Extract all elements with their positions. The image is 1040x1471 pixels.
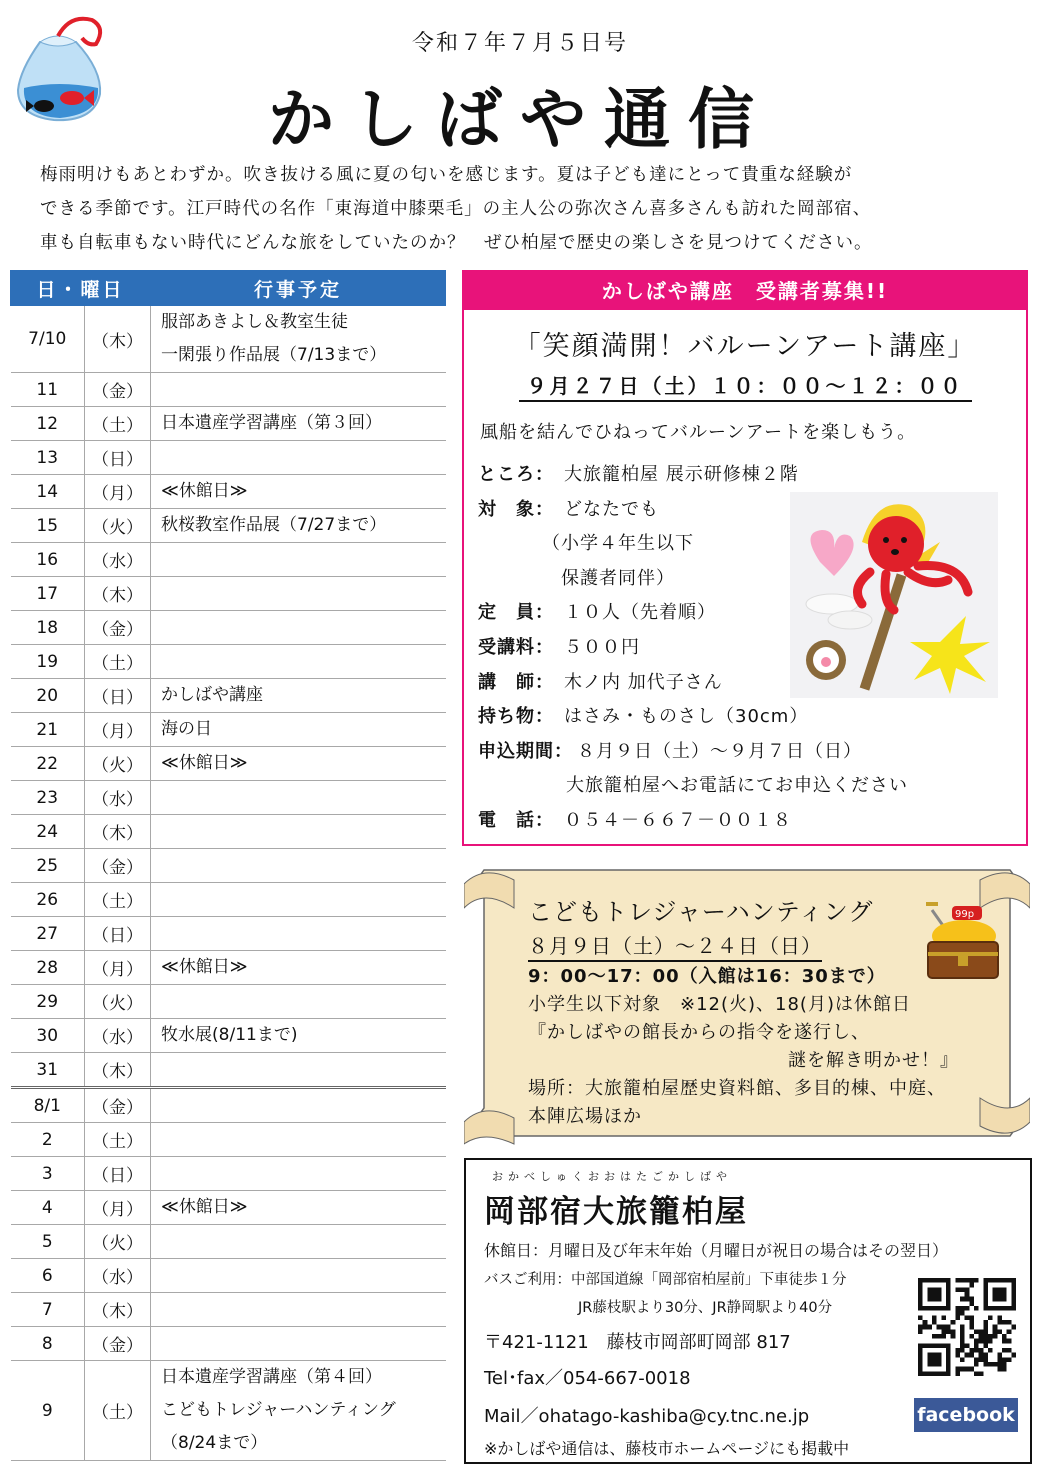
schedule-event: [151, 1361, 446, 1461]
schedule-date: 16: [11, 543, 85, 577]
schedule-weekday: （月）: [85, 475, 151, 509]
schedule-date: 17: [11, 577, 85, 611]
schedule-date: 8: [11, 1327, 85, 1361]
schedule-date: 26: [11, 883, 85, 917]
treasure-line: 本陣広場ほか: [528, 1106, 642, 1127]
schedule-event: [151, 1157, 446, 1191]
schedule-date: 13: [11, 441, 85, 475]
schedule-date: 8/1: [11, 1088, 85, 1123]
schedule-event-line: 牧水展(8/11まで): [161, 1025, 298, 1045]
schedule-date: 6: [11, 1259, 85, 1293]
schedule-event-line: 秋桜教室作品展（7/27まで）: [161, 515, 387, 535]
schedule-event: [151, 1191, 446, 1225]
course-detail-key: 対 象：: [478, 498, 554, 520]
schedule-event: [151, 1123, 446, 1157]
schedule-date: 14: [11, 475, 85, 509]
schedule-event: [151, 951, 446, 985]
schedule-event-line: 日本遺産学習講座（第４回）: [161, 1367, 383, 1387]
course-detail-key: ところ：: [478, 464, 554, 485]
schedule-weekday: （金）: [85, 1327, 151, 1361]
schedule-row: [11, 679, 446, 713]
balloon-art-photo: [790, 492, 998, 698]
schedule-date: 20: [11, 679, 85, 713]
schedule-event: [151, 611, 446, 645]
intro-text: [40, 158, 1010, 260]
schedule-weekday: （木）: [85, 1293, 151, 1327]
course-detail-line: [478, 529, 694, 555]
schedule-event-line: 日本遺産学習講座（第３回）: [161, 413, 383, 433]
schedule-weekday: （土）: [85, 645, 151, 679]
schedule-date: 23: [11, 781, 85, 815]
schedule-date: 15: [11, 509, 85, 543]
schedule-event-line: ≪休館日≫: [161, 753, 248, 773]
schedule-row: [11, 475, 446, 509]
qr-code-visual[interactable]: [918, 1278, 1016, 1376]
schedule-row: [11, 917, 446, 951]
schedule-row: [11, 1327, 446, 1361]
schedule-event: [151, 883, 446, 917]
schedule-row: [11, 951, 446, 985]
schedule-row: [11, 1019, 446, 1053]
schedule-date: 18: [11, 611, 85, 645]
course-detail-line: [478, 564, 675, 590]
schedule-row: [11, 849, 446, 883]
schedule-date: 19: [11, 645, 85, 679]
schedule-event: [151, 441, 446, 475]
course-detail-value: 保護者同伴）: [542, 567, 675, 589]
treasure-hunt-scroll: [464, 858, 1030, 1148]
facebook-badge[interactable]: facebook: [914, 1398, 1018, 1432]
schedule-weekday: （木）: [85, 577, 151, 611]
schedule-event: [151, 1327, 446, 1361]
schedule-weekday: （日）: [85, 1157, 151, 1191]
schedule-event: [151, 475, 446, 509]
issue-date: 令和７年７月５日号: [411, 31, 628, 56]
event-schedule-table: [10, 270, 446, 1461]
schedule-weekday: （水）: [85, 781, 151, 815]
schedule-event: [151, 985, 446, 1019]
schedule-event-line: こどもトレジャーハンティング: [161, 1400, 396, 1420]
schedule-weekday: （火）: [85, 985, 151, 1019]
course-detail-value: どなたでも: [564, 498, 659, 520]
course-detail-value: ０５４－６６７－００１８: [564, 810, 792, 831]
museum-name: 岡部宿大旅籠柏屋: [484, 1194, 748, 1230]
schedule-event: [151, 577, 446, 611]
schedule-event-line: ≪休館日≫: [161, 481, 248, 501]
schedule-row: [11, 747, 446, 781]
schedule-event: [151, 713, 446, 747]
schedule-event-line: 服部あきよし＆教室生徒: [161, 312, 349, 332]
course-header: かしばや講座 受講者募集!!: [464, 272, 1026, 310]
schedule-row: [11, 611, 446, 645]
schedule-date: 7: [11, 1293, 85, 1327]
schedule-event: [151, 1019, 446, 1053]
schedule-weekday: （木）: [85, 306, 151, 373]
schedule-date: 21: [11, 713, 85, 747]
course-detail-line: [478, 495, 659, 521]
schedule-row: [11, 1225, 446, 1259]
schedule-event: [151, 645, 446, 679]
schedule-header-date: 日・曜日: [11, 271, 151, 306]
schedule-date: 29: [11, 985, 85, 1019]
schedule-weekday: （月）: [85, 1191, 151, 1225]
schedule-event-line: ≪休館日≫: [161, 1197, 248, 1217]
schedule-date: 24: [11, 815, 85, 849]
schedule-event: [151, 407, 446, 441]
schedule-weekday: （火）: [85, 509, 151, 543]
schedule-date: 7/10: [11, 306, 85, 373]
course-detail-line: [478, 460, 799, 486]
schedule-weekday: （木）: [85, 815, 151, 849]
schedule-weekday: （水）: [85, 543, 151, 577]
schedule-row: [11, 1361, 446, 1461]
bus-access: バスご利用：中部国道線「岡部宿柏屋前」下車徒歩１分: [484, 1272, 847, 1288]
schedule-event: [151, 679, 446, 713]
train-access: JR藤枝駅より30分、JR静岡駅より40分: [578, 1300, 833, 1316]
schedule-weekday: （火）: [85, 747, 151, 781]
schedule-event-line: 一閑張り作品展（7/13まで）: [161, 345, 387, 365]
schedule-row: [11, 373, 446, 407]
schedule-weekday: （水）: [85, 1019, 151, 1053]
course-detail-value: ８月９日（土）～９月７日（日）: [577, 740, 862, 762]
treasure-line: 場所：大旅籠柏屋歴史資料館、多目的棟、中庭、: [528, 1078, 946, 1099]
treasure-line: 『かしばやの館長からの指令を遂行し、: [528, 1022, 870, 1043]
treasure-chest-icon: [916, 892, 1006, 984]
schedule-event: [151, 747, 446, 781]
schedule-weekday: （木）: [85, 1053, 151, 1088]
schedule-event: [151, 1293, 446, 1327]
email-address: Mail／ohatago-kashiba@cy.tnc.ne.jp: [484, 1406, 810, 1427]
schedule-weekday: （水）: [85, 1259, 151, 1293]
schedule-row: [11, 1259, 446, 1293]
course-detail-line: [478, 771, 908, 797]
schedule-row: [11, 1053, 446, 1088]
treasure-time: 9：00～17：00（入館は16：30まで）: [528, 966, 886, 987]
schedule-weekday: （金）: [85, 373, 151, 407]
schedule-row: [11, 441, 446, 475]
chest-label: 99p: [955, 909, 975, 920]
schedule-row: [11, 883, 446, 917]
schedule-row: [11, 543, 446, 577]
schedule-weekday: （金）: [85, 849, 151, 883]
course-detail-key: 講 師：: [478, 671, 554, 693]
schedule-event-line: ≪休館日≫: [161, 957, 248, 977]
course-detail-line: [478, 668, 723, 694]
course-detail-line: [478, 702, 808, 728]
course-detail-value: （小学４年生以下: [542, 533, 694, 555]
schedule-weekday: （月）: [85, 713, 151, 747]
schedule-row: [11, 815, 446, 849]
schedule-event: [151, 1053, 446, 1088]
schedule-date: 9: [11, 1361, 85, 1461]
schedule-weekday: （金）: [85, 611, 151, 645]
schedule-weekday: （金）: [85, 1088, 151, 1123]
schedule-row: [11, 577, 446, 611]
schedule-row: [11, 407, 446, 441]
closed-days: 休館日：月曜日及び年末年始（月曜日が祝日の場合はその翌日）: [484, 1241, 949, 1260]
course-description: 風船を結んでひねってバルーンアートを楽しもう。: [480, 422, 917, 443]
course-detail-value: はさみ・ものさし（30cm）: [564, 706, 809, 728]
schedule-row: [11, 306, 446, 373]
schedule-date: 31: [11, 1053, 85, 1088]
schedule-row: [11, 509, 446, 543]
schedule-row: [11, 985, 446, 1019]
schedule-weekday: （月）: [85, 951, 151, 985]
schedule-weekday: （土）: [85, 407, 151, 441]
schedule-event: [151, 917, 446, 951]
course-detail-key: 申込期間：: [478, 740, 573, 762]
schedule-event-line: かしばや講座: [161, 685, 264, 705]
tel-fax: Tel･fax／054-667-0018: [484, 1368, 691, 1389]
schedule-weekday: （日）: [85, 441, 151, 475]
treasure-dates: ８月９日（土）～２４日（日）: [528, 930, 822, 962]
schedule-row: [11, 781, 446, 815]
museum-info-box: [464, 1158, 1032, 1464]
postal-address: 〒421-1121 藤枝市岡部町岡部 817: [484, 1332, 791, 1353]
schedule-date: 22: [11, 747, 85, 781]
course-detail-key: 電 話：: [478, 810, 554, 831]
course-detail-line: [478, 806, 792, 832]
intro-line: できる季節です。江戸時代の名作「東海道中膝栗毛」の主人公の弥次さん喜多さんも訪れた岡部宿、: [40, 199, 872, 219]
schedule-row: [11, 1157, 446, 1191]
schedule-row: [11, 1088, 446, 1123]
schedule-date: 4: [11, 1191, 85, 1225]
course-time-text: ９月２７日（土）１０：００～１２：００: [519, 374, 972, 402]
museum-name-furigana: おかべしゅくおおはたごかしばや: [492, 1170, 732, 1183]
schedule-event-line: 海の日: [161, 719, 213, 739]
balloon-course-box: [462, 270, 1028, 846]
schedule-event: [151, 1225, 446, 1259]
schedule-event: [151, 509, 446, 543]
intro-line: 車も自転車もない時代にどんな旅をしていたのか？ ぜひ柏屋で歴史の楽しさを見つけてください。: [40, 233, 873, 253]
schedule-row: [11, 645, 446, 679]
schedule-weekday: （火）: [85, 1225, 151, 1259]
course-detail-value: ５００円: [564, 637, 640, 658]
treasure-title: こどもトレジャーハンティング: [528, 898, 874, 926]
schedule-date: 30: [11, 1019, 85, 1053]
schedule-row: [11, 1293, 446, 1327]
course-detail-line: [478, 737, 862, 763]
course-detail-value: 木ノ内 加代子さん: [564, 671, 723, 693]
schedule-weekday: （土）: [85, 883, 151, 917]
website-note: ※かしばや通信は、藤枝市ホームページにも掲載中: [484, 1439, 850, 1458]
schedule-event-line: （8/24まで）: [161, 1433, 268, 1453]
schedule-header-events: 行事予定: [151, 271, 446, 306]
schedule-weekday: （土）: [85, 1361, 151, 1461]
course-detail-line: [478, 598, 716, 624]
newsletter-title: かしばや通信: [268, 81, 772, 158]
schedule-event: [151, 373, 446, 407]
course-detail-key: 定 員：: [478, 602, 554, 624]
intro-line: 梅雨明けもあとわずか。吹き抜ける風に夏の匂いを感じます。夏は子ども達にとって貴重な経験が: [40, 165, 853, 185]
schedule-date: 5: [11, 1225, 85, 1259]
schedule-date: 28: [11, 951, 85, 985]
course-title: 「笑顔満開！バルーンアート講座」: [513, 331, 977, 362]
schedule-event: [151, 1088, 446, 1123]
schedule-row: [11, 1191, 446, 1225]
course-detail-value: 大旅籠柏屋 展示研修棟２階: [564, 464, 799, 485]
course-detail-key: 受講料：: [478, 637, 554, 658]
schedule-date: 11: [11, 373, 85, 407]
schedule-date: 3: [11, 1157, 85, 1191]
schedule-weekday: （日）: [85, 917, 151, 951]
schedule-weekday: （土）: [85, 1123, 151, 1157]
course-detail-line: [478, 633, 640, 659]
schedule-weekday: （日）: [85, 679, 151, 713]
schedule-event: [151, 815, 446, 849]
course-detail-value: 大旅籠柏屋へお電話にてお申込ください: [566, 775, 908, 797]
treasure-line: 謎を解き明かせ！』: [788, 1050, 959, 1071]
schedule-row: [11, 713, 446, 747]
schedule-event: [151, 306, 446, 373]
schedule-date: 12: [11, 407, 85, 441]
schedule-date: 2: [11, 1123, 85, 1157]
schedule-event: [151, 849, 446, 883]
course-detail-key: 持ち物：: [478, 706, 554, 728]
schedule-event: [151, 1259, 446, 1293]
schedule-event: [151, 781, 446, 815]
schedule-row: [11, 1123, 446, 1157]
course-detail-value: １０人（先着順）: [564, 602, 716, 624]
schedule-event: [151, 543, 446, 577]
schedule-date: 27: [11, 917, 85, 951]
schedule-date: 25: [11, 849, 85, 883]
treasure-line: 小学生以下対象 ※12(火)、18(月)は休館日: [528, 994, 911, 1015]
course-time: [464, 370, 1026, 399]
